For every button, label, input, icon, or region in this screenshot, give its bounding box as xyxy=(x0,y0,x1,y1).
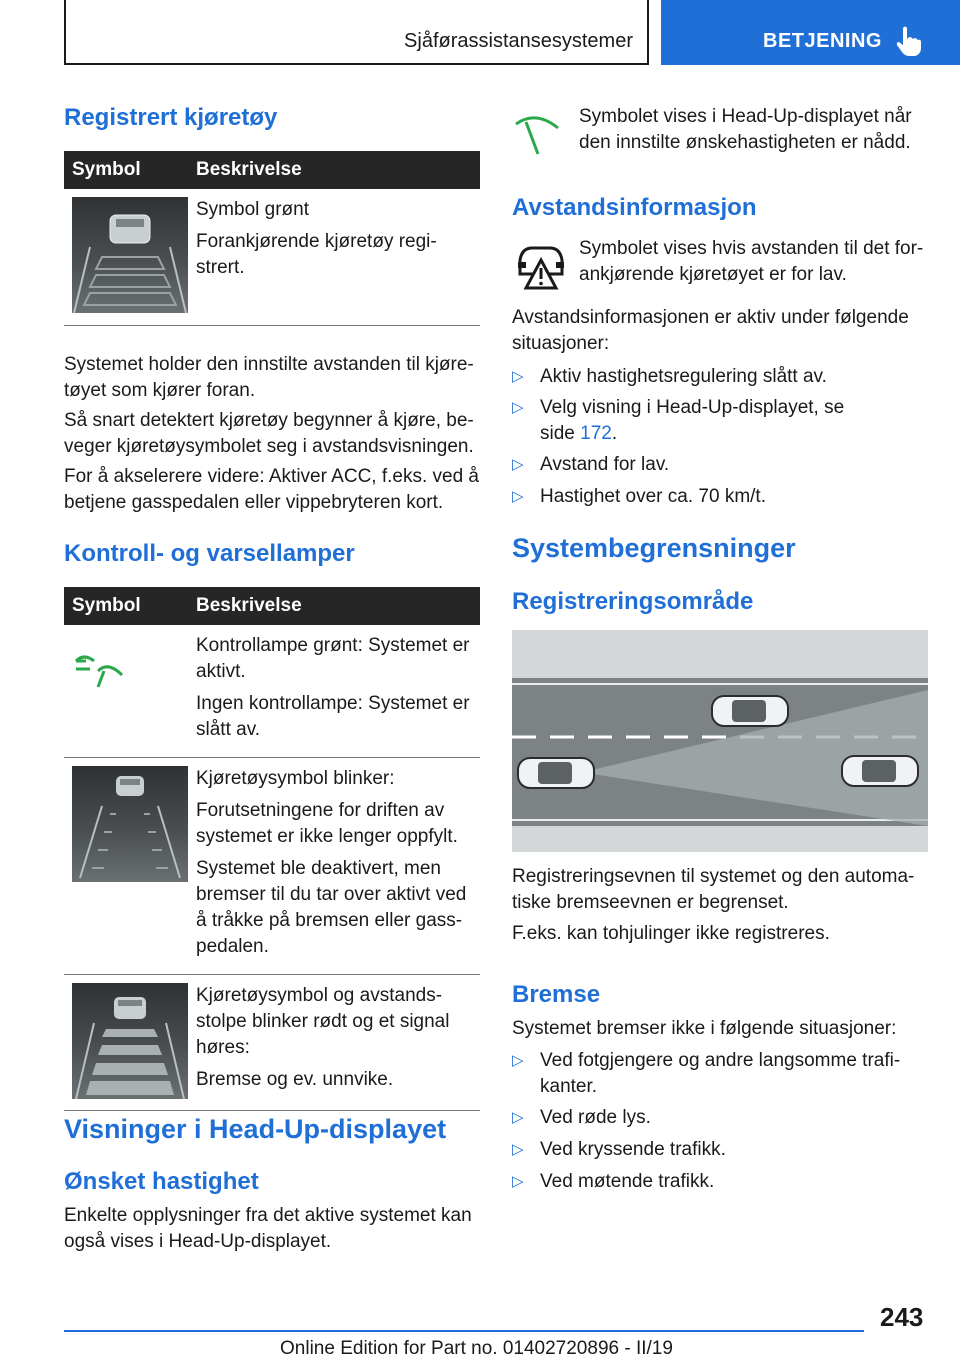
list-item: ▷ Avstand for lav. xyxy=(512,452,928,478)
acc-green-lamp-icon xyxy=(72,647,132,697)
distance-para: Avstandsinformasjonen er aktiv under følgende situasjoner: xyxy=(512,307,909,354)
list-item: ▷ Ved fotgjengere og andre langsomme trafi-kanter. xyxy=(512,1048,928,1100)
see-page-prefix: side xyxy=(540,423,581,444)
vehicle-blinking-icon xyxy=(72,766,188,882)
vehicle-blinks-text: Kjøretøysymbol blinker: xyxy=(196,768,395,789)
para-accelerate: For å akselerere videre: Aktiver ACC, f.eks. ved å betjene gasspedalen eller vippebryteren kort. xyxy=(64,466,480,513)
table-row xyxy=(64,975,480,1111)
table-row xyxy=(64,189,480,325)
vehicle-blinking-thumbnail xyxy=(72,766,188,882)
page-link-172[interactable]: 172 xyxy=(580,423,612,444)
brake-evade-text: Bremse og ev. unnvike. xyxy=(196,1069,394,1090)
vehicle-registered-text: Forankjørende kjøretøy regi-strert. xyxy=(196,231,437,278)
para-vehicle-moves: Så snart detektert kjøretøy begynner å kjøre, be-veger kjøretøysymbolet seg i avstandsvisningen. xyxy=(64,410,474,457)
heading-system-limits: Systembegrensninger xyxy=(512,533,796,563)
distance-warning-icon xyxy=(514,244,568,292)
vehicle-red-warning-thumbnail xyxy=(72,983,188,1099)
header-section-title: Sjåførassistansesystemer xyxy=(404,30,633,52)
hud-speed-reached-icon xyxy=(512,108,562,158)
list-item-text: Velg visning i Head-Up-displayet, se xyxy=(540,397,845,418)
heading-registered-vehicle: Registrert kjøretøy xyxy=(64,104,278,131)
footer-edition: Online Edition for Part no. 01402720896 - II/19 xyxy=(280,1338,673,1359)
footer-divider xyxy=(64,1330,864,1332)
heading-detection-range: Registreringsområde xyxy=(512,588,754,615)
conditions-not-met-text: Forutsetningene for driften av systemet er ikke lenger oppfylt. xyxy=(196,800,458,847)
car-ahead-same-lane xyxy=(842,756,918,786)
col-symbol: Symbol xyxy=(64,151,188,189)
heading-brake: Bremse xyxy=(512,981,601,1008)
range-para-1: Registreringsevnen til systemet og den automa-tiske bremseevnen er begrenset. xyxy=(512,866,915,913)
page-number: 243 xyxy=(880,1302,924,1332)
table-row xyxy=(64,625,480,758)
symbol-green-text: Symbol grønt xyxy=(196,199,309,220)
heading-distance-info: Avstandsinformasjon xyxy=(512,194,757,221)
ego-car xyxy=(518,758,594,788)
hand-pointer-icon xyxy=(893,24,923,56)
vehicle-red-warning-icon xyxy=(72,983,188,1099)
list-item: ▷ Hastighet over ca. 70 km/t. xyxy=(512,484,928,510)
detection-range-illustration xyxy=(512,630,928,852)
detection-range-image xyxy=(512,630,928,852)
col-symbol: Symbol xyxy=(64,587,188,625)
table-warning-lamps xyxy=(64,587,480,1111)
red-blink-signal-text: Kjøretøysymbol og avstands-stolpe blinker rødt og et signal høres: xyxy=(196,985,450,1058)
range-para-2: F.eks. kan tohjulinger ikke registreres. xyxy=(512,923,830,944)
para-keeps-distance: Systemet holder den innstilte avstanden til kjøre-tøyet som kjører foran. xyxy=(64,354,474,401)
col-description: Beskrivelse xyxy=(188,587,480,625)
lamp-off-text: Ingen kontrollampe: Systemet er slått av. xyxy=(196,693,470,740)
heading-hud-views: Visninger i Head-Up-displayet xyxy=(64,1114,447,1144)
list-item xyxy=(512,395,928,447)
col-description: Beskrivelse xyxy=(188,151,480,189)
para-desired-speed: Enkelte opplysninger fra det aktive systemet kan også vises i Head-Up-displayet. xyxy=(64,1205,472,1252)
brake-para: Systemet bremser ikke i følgende situasjoner: xyxy=(512,1018,897,1039)
hud-symbol-text: Symbolet vises i Head-Up-displayet når den innstilte ønskehastigheten er nådd. xyxy=(579,106,912,153)
lamp-green-active-text: Kontrollampe grønt: Systemet er aktivt. xyxy=(196,635,470,682)
table-row xyxy=(64,758,480,975)
distance-symbol-text: Symbolet vises hvis avstanden til det for-ankjørende kjøretøyet er for lav. xyxy=(579,238,924,285)
system-deactivated-text: Systemet ble deaktivert, men bremser til du tar over aktivt ved å tråkke på bremsen eller gass-pedalen. xyxy=(196,858,467,957)
list-item: ▷ Ved røde lys. xyxy=(512,1105,928,1131)
header-chapter[interactable] xyxy=(661,0,960,65)
list-item: ▷ Ved møtende trafikk. xyxy=(512,1169,928,1195)
heading-warning-lamps: Kontroll- og varsellamper xyxy=(64,540,355,567)
vehicle-detected-icon xyxy=(72,197,188,313)
see-page-suffix: . xyxy=(611,423,618,444)
table-registered-vehicle xyxy=(64,151,480,326)
heading-desired-speed: Ønsket hastighet xyxy=(64,1168,259,1195)
vehicle-detected-thumbnail xyxy=(72,197,188,313)
list-item: ▷ Aktiv hastighetsregulering slått av. xyxy=(512,364,928,390)
list-item: ▷ Ved kryssende trafikk. xyxy=(512,1137,928,1163)
header-chapter-title: BETJENING xyxy=(763,30,882,52)
car-ahead-left-lane xyxy=(712,696,788,726)
header-section xyxy=(64,0,649,65)
